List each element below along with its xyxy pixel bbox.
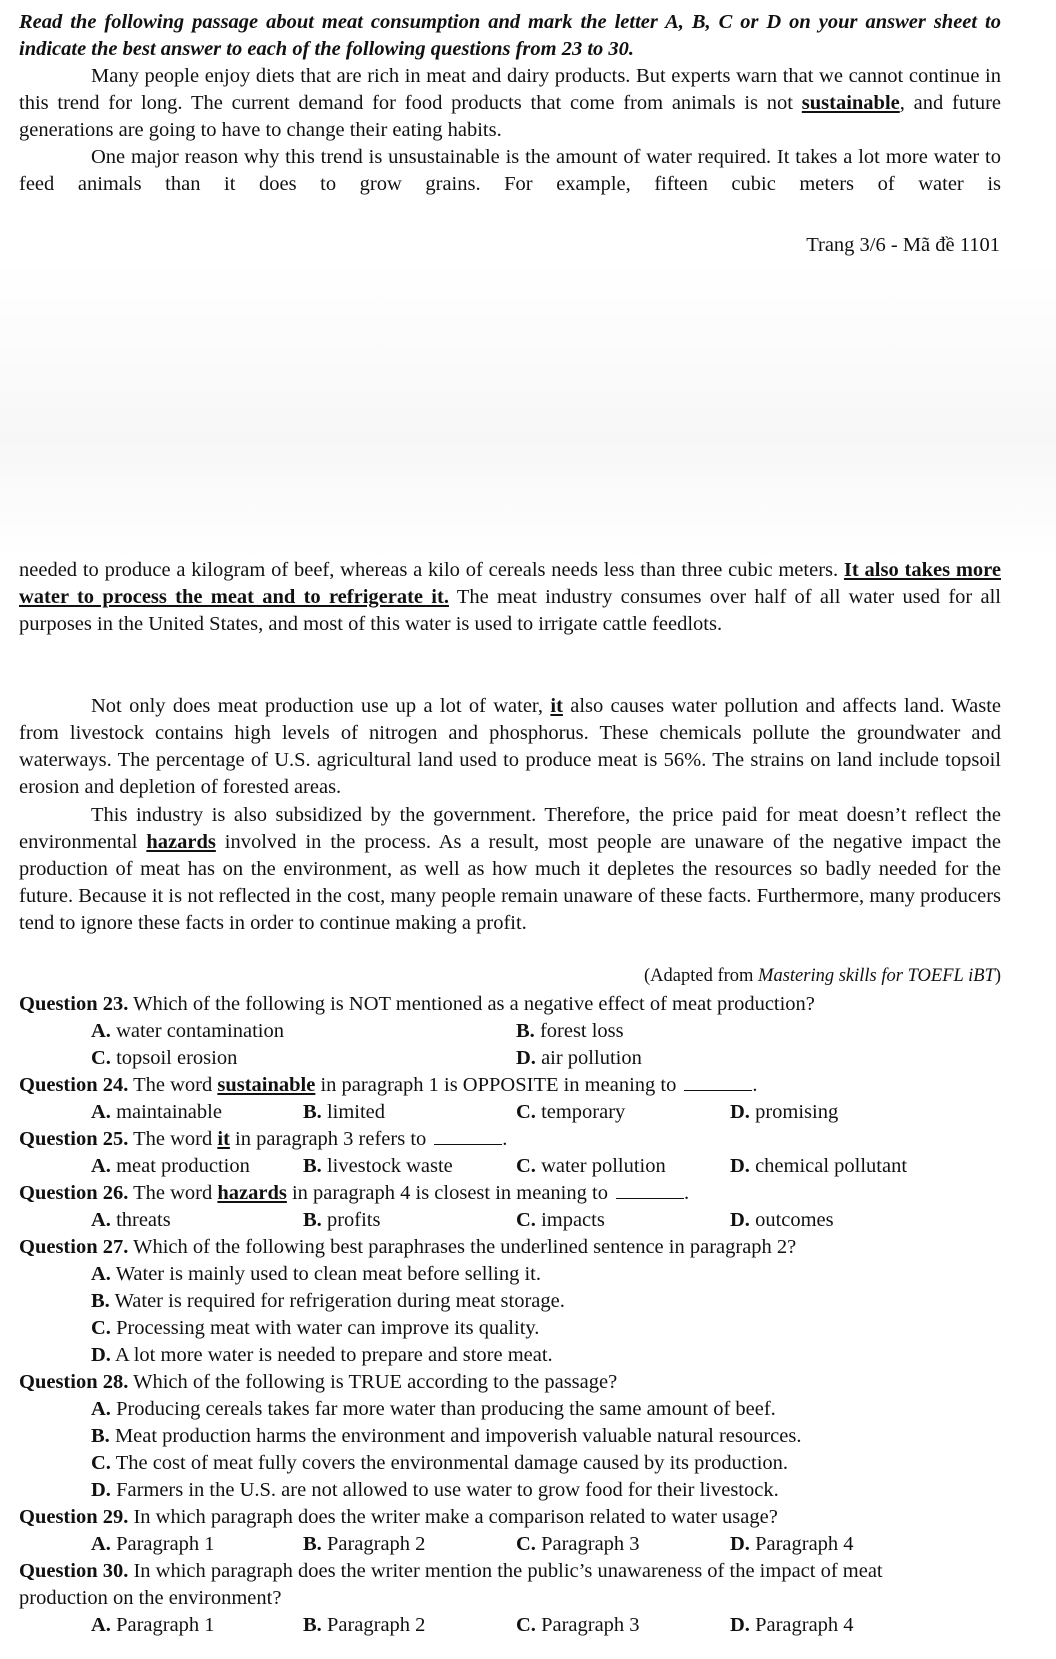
question-23	[19, 991, 1001, 1018]
question-30	[19, 1558, 974, 1612]
q27-option-b[interactable]	[19, 1288, 1001, 1315]
p3-text-start: Not only does meat production use up a lot of water,	[91, 695, 551, 717]
q26-options	[19, 1207, 1001, 1234]
option-text: maintainable	[116, 1101, 222, 1123]
option-letter: A.	[91, 1101, 111, 1123]
q25-options	[19, 1153, 1001, 1180]
q26-option-a[interactable]	[91, 1207, 171, 1234]
paragraph-2-top: One major reason why this trend is unsustainable is the amount of water required. It takes a lot more water to feed animals than it does to grow grains. For example, fifteen cubic meters of water is	[19, 146, 1001, 195]
option-letter: C.	[91, 1452, 111, 1474]
blank-tail: .	[752, 1074, 758, 1096]
question-text: In which paragraph does the writer make a comparison related to water usage?	[128, 1506, 778, 1528]
q23-options-row-2	[19, 1045, 1001, 1072]
underlined-word-sustainable: sustainable	[801, 92, 900, 114]
question-28	[19, 1369, 1001, 1396]
option-text: Meat production harms the environment and impoverish valuable natural resources.	[114, 1425, 802, 1447]
q25-option-c[interactable]	[516, 1153, 666, 1180]
option-text: topsoil erosion	[116, 1047, 238, 1069]
option-text: Paragraph 2	[326, 1614, 426, 1636]
option-text: Water is mainly used to clean meat before selling it.	[115, 1263, 541, 1285]
blank-tail: .	[683, 1182, 690, 1204]
q25-option-a[interactable]	[91, 1153, 250, 1180]
source-citation	[19, 963, 1003, 989]
question-27	[19, 1234, 1001, 1261]
option-text: limited	[326, 1101, 386, 1123]
option-text: livestock waste	[326, 1155, 453, 1177]
p4-text-end: involved in the process. As a result, most people are unaware of the negative impact the production of meat has on the environment, as well as how much it depletes the resources so badly needed for the future. Because it is not reflected in the cost, many people remain unaware of these facts. Furthermore, many producers tend to ignore these facts in order to continue making a profit.	[19, 831, 1002, 934]
q28-option-a[interactable]	[19, 1396, 1001, 1423]
option-letter: C.	[516, 1209, 536, 1231]
option-letter: A.	[91, 1263, 111, 1285]
question-keyword: hazards	[217, 1182, 287, 1204]
answer-blank	[434, 1126, 502, 1145]
option-letter: A.	[91, 1533, 111, 1555]
question-text: Which of the following is TRUE according to the passage?	[128, 1371, 618, 1393]
option-letter: A.	[91, 1209, 111, 1231]
q27-option-c[interactable]	[19, 1315, 1001, 1342]
option-letter: D.	[730, 1209, 750, 1231]
option-text: water contamination	[116, 1020, 284, 1042]
question-text: The word	[128, 1128, 218, 1150]
option-text: outcomes	[755, 1209, 834, 1231]
option-letter: C.	[516, 1614, 536, 1636]
option-text: temporary	[541, 1101, 626, 1123]
q30-option-a[interactable]	[91, 1612, 215, 1639]
q23-option-c[interactable]	[91, 1045, 237, 1072]
q24-options	[19, 1099, 1001, 1126]
p1-text-start: Many people enjoy diets that are rich in meat and dairy products. But experts warn that we cannot continue in this trend for long. The current demand for food products that come from animals is not	[19, 65, 1001, 114]
question-keyword: sustainable	[217, 1074, 316, 1096]
q29-option-b[interactable]	[303, 1531, 425, 1558]
option-text: Paragraph 3	[541, 1533, 640, 1555]
q30-options	[19, 1612, 1001, 1639]
questions	[19, 991, 1001, 1639]
q28-option-b[interactable]	[19, 1423, 1001, 1450]
option-letter: B.	[303, 1209, 322, 1231]
q29-option-d[interactable]	[730, 1531, 854, 1558]
option-text: profits	[326, 1209, 381, 1231]
q24-option-b[interactable]	[303, 1099, 385, 1126]
option-text: water pollution	[541, 1155, 666, 1177]
option-letter: A.	[91, 1614, 111, 1636]
question-text: in paragraph 4 is closest in meaning to	[286, 1182, 608, 1204]
q24-option-c[interactable]	[516, 1099, 625, 1126]
question-26	[19, 1180, 1001, 1207]
option-text: A lot more water is needed to prepare and store meat.	[114, 1344, 553, 1366]
question-number: Question 27.	[19, 1236, 129, 1258]
q23-option-d[interactable]	[516, 1045, 642, 1072]
q30-option-c[interactable]	[516, 1612, 640, 1639]
option-letter: D.	[730, 1155, 750, 1177]
p1-text-end: , and future generations are going to have to change their eating habits.	[19, 92, 1001, 141]
question-number: Question 26.	[19, 1182, 129, 1204]
question-text: in paragraph 3 refers to	[229, 1128, 427, 1150]
q24-option-d[interactable]	[730, 1099, 838, 1126]
option-letter: D.	[730, 1614, 750, 1636]
option-text: meat production	[116, 1155, 250, 1177]
question-text: The word	[128, 1074, 218, 1096]
q25-option-d[interactable]	[730, 1153, 907, 1180]
q26-option-b[interactable]	[303, 1207, 380, 1234]
option-letter: C.	[516, 1533, 536, 1555]
question-number: Question 29.	[19, 1506, 129, 1528]
q29-option-c[interactable]	[516, 1531, 640, 1558]
option-text: Producing cereals takes far more water than producing the same amount of beef.	[116, 1398, 776, 1420]
question-number: Question 24.	[19, 1074, 129, 1096]
question-keyword: it	[217, 1128, 230, 1150]
q28-option-c[interactable]	[19, 1450, 1001, 1477]
paragraph-4	[19, 802, 1001, 937]
q23-options-row-1	[19, 1018, 1001, 1045]
option-letter: D.	[730, 1533, 750, 1555]
option-letter: B.	[303, 1533, 322, 1555]
answer-blank	[616, 1180, 684, 1199]
option-letter: B.	[303, 1614, 322, 1636]
option-text: chemical pollutant	[755, 1155, 908, 1177]
option-letter: C.	[91, 1047, 111, 1069]
page-number: Trang 3/6 - Mã đề 1101	[806, 234, 1000, 256]
blank-tail: .	[502, 1128, 508, 1150]
option-letter: B.	[303, 1155, 322, 1177]
paragraph-3	[19, 693, 1001, 801]
q23-option-b[interactable]	[516, 1018, 624, 1045]
option-text: Farmers in the U.S. are not allowed to use water to grow food for their livestock.	[116, 1479, 779, 1501]
question-text: Which of the following is NOT mentioned as a negative effect of meat production?	[128, 993, 815, 1015]
option-letter: C.	[516, 1155, 536, 1177]
option-text: Paragraph 4	[755, 1533, 854, 1555]
source-prefix: (Adapted from	[644, 966, 759, 986]
q26-option-d[interactable]	[730, 1207, 834, 1234]
q23-option-a[interactable]	[91, 1018, 284, 1045]
option-text: Paragraph 1	[116, 1614, 215, 1636]
option-letter: B.	[516, 1020, 535, 1042]
option-text: impacts	[541, 1209, 605, 1231]
option-text: forest loss	[539, 1020, 624, 1042]
source-title: Mastering skills for TOEFL iBT	[758, 966, 995, 986]
option-letter: D.	[91, 1344, 111, 1366]
option-text: Paragraph 2	[326, 1533, 426, 1555]
option-letter: A.	[91, 1020, 111, 1042]
option-text: threats	[116, 1209, 171, 1231]
option-letter: B.	[91, 1290, 110, 1312]
answer-blank	[684, 1072, 752, 1091]
source-suffix: )	[994, 966, 1001, 986]
underlined-word-hazards: hazards	[146, 831, 216, 853]
p3-text-end: also causes water pollution and affects land. Waste from livestock contains high levels of nitrogen and phosphorus. These chemicals pollute the groundwater and waterways. The percentage of U.S. agricultural land used to produce meat is 56%. The strains on land include topsoil erosion and depletion of forested areas.	[19, 695, 1001, 798]
q29-option-a[interactable]	[91, 1531, 215, 1558]
question-number: Question 30.	[19, 1560, 129, 1582]
option-letter: D.	[516, 1047, 536, 1069]
question-24	[19, 1072, 1001, 1099]
instructions: Read the following passage about meat consumption and mark the letter A, B, C or D on your answer sheet to indicate the best answer to each of the following questions from 23 to 30.	[19, 11, 1001, 60]
option-letter: D.	[91, 1479, 111, 1501]
option-text: air pollution	[541, 1047, 642, 1069]
q26-option-c[interactable]	[516, 1207, 605, 1234]
p4-text-start: This industry is also subsidized by the government. Therefore, the price paid for meat doesn’t reflect the environmental	[19, 804, 1001, 853]
question-text: In which paragraph does the writer mention the public’s unawareness of the impact of meat production on the environment?	[19, 1560, 883, 1609]
paragraph-1	[19, 63, 1001, 144]
question-text: in paragraph 1 is OPPOSITE in meaning to	[315, 1074, 677, 1096]
q30-option-b[interactable]	[303, 1612, 425, 1639]
option-text: Paragraph 4	[755, 1614, 854, 1636]
q30-option-d[interactable]	[730, 1612, 854, 1639]
option-letter: A.	[91, 1398, 111, 1420]
option-text: promising	[755, 1101, 839, 1123]
option-text: Paragraph 3	[541, 1614, 640, 1636]
option-letter: D.	[730, 1101, 750, 1123]
q29-options	[19, 1531, 1001, 1558]
p2-text-start: needed to produce a kilogram of beef, whereas a kilo of cereals needs less than three cubic meters.	[19, 559, 844, 581]
option-letter: C.	[91, 1317, 111, 1339]
q24-option-a[interactable]	[91, 1099, 222, 1126]
q28-option-d[interactable]	[19, 1477, 1001, 1504]
p2-text-end: The meat industry consumes over half of all water used for all purposes in the United States, and most of this water is used to irrigate cattle feedlots.	[19, 586, 1001, 635]
question-number: Question 23.	[19, 993, 129, 1015]
option-letter: B.	[303, 1101, 322, 1123]
underlined-word-it: it	[550, 695, 563, 717]
option-letter: A.	[91, 1155, 111, 1177]
option-text: Paragraph 1	[116, 1533, 215, 1555]
q27-option-a[interactable]	[19, 1261, 1001, 1288]
question-text: The word	[128, 1182, 218, 1204]
q25-option-b[interactable]	[303, 1153, 453, 1180]
option-letter: B.	[91, 1425, 110, 1447]
question-number: Question 25.	[19, 1128, 129, 1150]
option-text: Processing meat with water can improve its quality.	[116, 1317, 540, 1339]
option-letter: C.	[516, 1101, 536, 1123]
underlined-sentence: It also takes more water to process the meat and to refrigerate it.	[19, 559, 1001, 608]
page-break-gap	[0, 260, 1056, 560]
q27-option-d[interactable]	[19, 1342, 1001, 1369]
option-text: The cost of meat fully covers the environmental damage caused by its production.	[115, 1452, 789, 1474]
question-25	[19, 1126, 1001, 1153]
option-text: Water is required for refrigeration during meat storage.	[114, 1290, 565, 1312]
paragraph-2-bottom	[19, 557, 1001, 638]
question-text: Which of the following best paraphrases the underlined sentence in paragraph 2?	[128, 1236, 797, 1258]
question-29	[19, 1504, 1001, 1531]
question-number: Question 28.	[19, 1371, 129, 1393]
